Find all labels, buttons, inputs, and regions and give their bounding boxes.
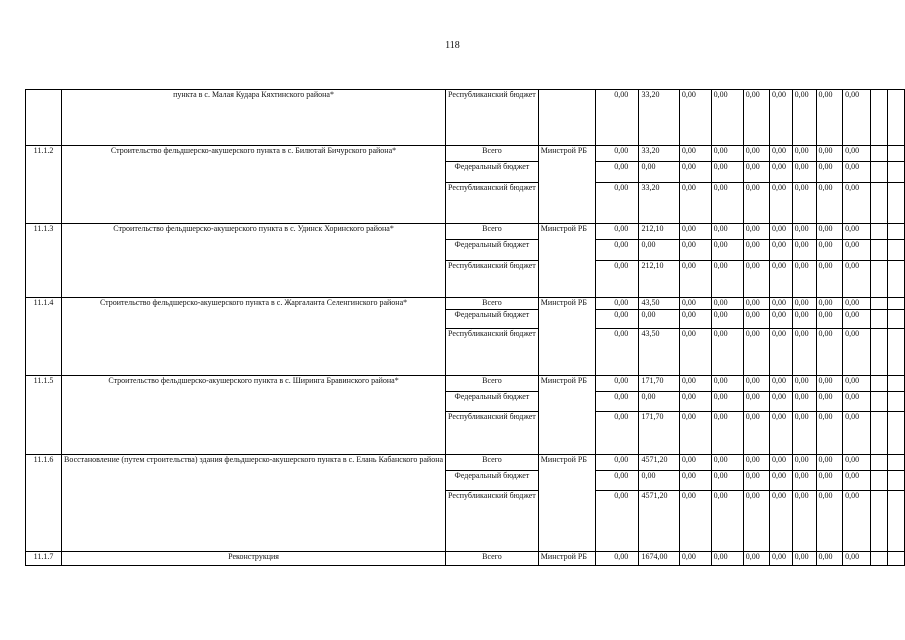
value-cell: 0,00 (843, 146, 871, 162)
value-cell (870, 376, 887, 392)
value-cell (887, 491, 904, 552)
value-cell (870, 412, 887, 455)
value-cell: 0,00 (679, 455, 711, 471)
item-number-cell (26, 90, 62, 146)
value-cell (887, 471, 904, 491)
value-cell: 0,00 (711, 329, 743, 376)
value-cell: 0,00 (770, 491, 793, 552)
value-cell: 0,00 (711, 471, 743, 491)
value-cell: 0,00 (711, 376, 743, 392)
value-cell: 0,00 (843, 491, 871, 552)
value-cell: 0,00 (843, 412, 871, 455)
value-cell: 0,00 (816, 412, 843, 455)
funding-source-cell: Всего (446, 298, 539, 310)
value-cell: 0,00 (679, 146, 711, 162)
value-cell: 0,00 (639, 162, 679, 183)
item-name-cell: Строительство фельдшерско-акушерского пункта в с. Удинск Хоринского района* (62, 224, 446, 298)
value-cell: 0,00 (843, 455, 871, 471)
table-row (26, 552, 905, 566)
value-cell: 0,00 (743, 329, 769, 376)
value-cell: 0,00 (770, 376, 793, 392)
value-cell: 0,00 (843, 240, 871, 261)
value-cell: 0,00 (596, 552, 639, 566)
value-cell: 0,00 (770, 261, 793, 298)
table-row (26, 224, 905, 240)
funding-source-cell: Федеральный бюджет (446, 310, 539, 329)
value-cell: 0,00 (792, 552, 816, 566)
value-cell: 0,00 (770, 412, 793, 455)
value-cell: 0,00 (596, 392, 639, 412)
value-cell: 0,00 (711, 183, 743, 224)
value-cell: 0,00 (843, 552, 871, 566)
value-cell (870, 183, 887, 224)
executor-cell: Минстрой РБ (538, 298, 595, 376)
value-cell: 0,00 (679, 392, 711, 412)
value-cell (887, 455, 904, 471)
value-cell: 212,10 (639, 261, 679, 298)
value-cell: 0,00 (596, 298, 639, 310)
value-cell: 0,00 (743, 455, 769, 471)
funding-source-cell: Федеральный бюджет (446, 162, 539, 183)
value-cell: 0,00 (711, 261, 743, 298)
value-cell: 0,00 (816, 298, 843, 310)
value-cell: 4571,20 (639, 491, 679, 552)
item-name-cell: Строительство фельдшерско-акушерского пункта в с. Билютай Бичурского района* (62, 146, 446, 224)
value-cell (887, 261, 904, 298)
item-number-cell: 11.1.5 (26, 376, 62, 455)
value-cell: 0,00 (816, 146, 843, 162)
value-cell: 4571,20 (639, 455, 679, 471)
value-cell: 0,00 (596, 376, 639, 392)
value-cell: 0,00 (816, 240, 843, 261)
value-cell (887, 183, 904, 224)
value-cell: 0,00 (596, 455, 639, 471)
value-cell: 0,00 (770, 90, 793, 146)
item-number-cell: 11.1.2 (26, 146, 62, 224)
value-cell: 0,00 (743, 392, 769, 412)
value-cell: 0,00 (743, 552, 769, 566)
value-cell (870, 224, 887, 240)
value-cell: 0,00 (792, 261, 816, 298)
value-cell: 0,00 (770, 455, 793, 471)
value-cell: 0,00 (816, 162, 843, 183)
table-row (26, 146, 905, 162)
value-cell: 0,00 (770, 183, 793, 224)
value-cell: 0,00 (743, 491, 769, 552)
funding-source-cell: Республиканский бюджет (446, 491, 539, 552)
value-cell: 0,00 (679, 412, 711, 455)
value-cell: 0,00 (843, 376, 871, 392)
value-cell (887, 298, 904, 310)
value-cell: 0,00 (711, 90, 743, 146)
value-cell: 0,00 (792, 183, 816, 224)
value-cell: 0,00 (639, 310, 679, 329)
value-cell: 0,00 (816, 376, 843, 392)
value-cell: 0,00 (596, 146, 639, 162)
value-cell: 0,00 (679, 471, 711, 491)
value-cell (887, 412, 904, 455)
value-cell: 0,00 (596, 329, 639, 376)
value-cell: 171,70 (639, 412, 679, 455)
value-cell: 0,00 (792, 392, 816, 412)
value-cell: 171,70 (639, 376, 679, 392)
executor-cell (538, 90, 595, 146)
value-cell: 212,10 (639, 224, 679, 240)
value-cell: 0,00 (770, 146, 793, 162)
value-cell: 0,00 (843, 261, 871, 298)
value-cell (887, 90, 904, 146)
value-cell: 0,00 (743, 261, 769, 298)
value-cell: 0,00 (843, 224, 871, 240)
value-cell: 0,00 (711, 412, 743, 455)
value-cell: 0,00 (711, 455, 743, 471)
value-cell: 0,00 (596, 240, 639, 261)
value-cell: 0,00 (816, 329, 843, 376)
value-cell (887, 310, 904, 329)
value-cell: 0,00 (816, 455, 843, 471)
value-cell: 0,00 (711, 162, 743, 183)
value-cell: 43,50 (639, 298, 679, 310)
table-body (26, 90, 905, 566)
value-cell: 0,00 (792, 146, 816, 162)
value-cell: 0,00 (743, 298, 769, 310)
value-cell: 0,00 (816, 471, 843, 491)
value-cell: 0,00 (792, 491, 816, 552)
value-cell: 0,00 (639, 471, 679, 491)
value-cell: 0,00 (770, 298, 793, 310)
funding-source-cell: Республиканский бюджет (446, 261, 539, 298)
executor-cell: Минстрой РБ (538, 376, 595, 455)
item-name-cell: пункта в с. Малая Кудара Кяхтинского района* (62, 90, 446, 146)
funding-source-cell: Федеральный бюджет (446, 392, 539, 412)
item-name-cell: Восстановление (путем строительства) здания фельдшерско-акушерского пункта в с. Елань Кабанского района (62, 455, 446, 552)
value-cell (870, 90, 887, 146)
value-cell (887, 146, 904, 162)
funding-source-cell: Федеральный бюджет (446, 471, 539, 491)
table-row (26, 455, 905, 471)
value-cell: 0,00 (816, 90, 843, 146)
executor-cell: Минстрой РБ (538, 146, 595, 224)
value-cell: 0,00 (711, 310, 743, 329)
value-cell (887, 240, 904, 261)
value-cell: 0,00 (711, 552, 743, 566)
value-cell: 0,00 (596, 310, 639, 329)
value-cell: 0,00 (816, 224, 843, 240)
value-cell: 0,00 (816, 552, 843, 566)
item-number-cell: 11.1.4 (26, 298, 62, 376)
value-cell: 0,00 (743, 162, 769, 183)
item-number-cell: 11.1.7 (26, 552, 62, 566)
value-cell: 0,00 (770, 471, 793, 491)
executor-cell: Минстрой РБ (538, 224, 595, 298)
value-cell (870, 310, 887, 329)
value-cell: 43,50 (639, 329, 679, 376)
value-cell: 0,00 (596, 162, 639, 183)
value-cell: 0,00 (711, 240, 743, 261)
value-cell: 0,00 (679, 162, 711, 183)
value-cell: 0,00 (816, 183, 843, 224)
value-cell (887, 162, 904, 183)
value-cell: 0,00 (770, 329, 793, 376)
value-cell: 0,00 (770, 310, 793, 329)
value-cell: 0,00 (596, 491, 639, 552)
value-cell: 0,00 (743, 310, 769, 329)
value-cell (870, 552, 887, 566)
table-row (26, 298, 905, 310)
value-cell: 0,00 (792, 224, 816, 240)
value-cell: 0,00 (679, 376, 711, 392)
value-cell (887, 329, 904, 376)
funding-source-cell: Республиканский бюджет (446, 329, 539, 376)
value-cell: 0,00 (843, 162, 871, 183)
value-cell: 0,00 (792, 298, 816, 310)
value-cell: 0,00 (792, 329, 816, 376)
value-cell: 0,00 (679, 183, 711, 224)
funding-source-cell: Всего (446, 376, 539, 392)
value-cell: 0,00 (816, 392, 843, 412)
value-cell: 0,00 (743, 240, 769, 261)
value-cell: 0,00 (679, 491, 711, 552)
executor-cell: Минстрой РБ (538, 552, 595, 566)
value-cell: 0,00 (792, 412, 816, 455)
value-cell: 0,00 (743, 224, 769, 240)
value-cell: 0,00 (816, 491, 843, 552)
value-cell (870, 298, 887, 310)
value-cell: 0,00 (679, 90, 711, 146)
value-cell: 0,00 (792, 240, 816, 261)
value-cell: 0,00 (843, 298, 871, 310)
value-cell: 0,00 (770, 392, 793, 412)
value-cell: 0,00 (743, 471, 769, 491)
value-cell (870, 471, 887, 491)
funding-source-cell: Всего (446, 224, 539, 240)
value-cell: 0,00 (816, 310, 843, 329)
value-cell: 0,00 (711, 224, 743, 240)
value-cell: 0,00 (679, 240, 711, 261)
item-name-cell: Реконструкция (62, 552, 446, 566)
value-cell: 0,00 (770, 162, 793, 183)
funding-source-cell: Всего (446, 552, 539, 566)
value-cell: 33,20 (639, 146, 679, 162)
value-cell: 0,00 (843, 183, 871, 224)
value-cell: 0,00 (711, 298, 743, 310)
value-cell: 0,00 (770, 224, 793, 240)
value-cell (887, 224, 904, 240)
value-cell (870, 261, 887, 298)
value-cell: 0,00 (679, 261, 711, 298)
value-cell: 0,00 (843, 392, 871, 412)
value-cell: 0,00 (711, 146, 743, 162)
funding-source-cell: Всего (446, 146, 539, 162)
value-cell: 0,00 (743, 376, 769, 392)
funding-source-cell: Федеральный бюджет (446, 240, 539, 261)
value-cell: 0,00 (639, 392, 679, 412)
value-cell: 0,00 (743, 412, 769, 455)
value-cell (870, 329, 887, 376)
value-cell: 33,20 (639, 90, 679, 146)
funding-source-cell: Республиканский бюджет (446, 412, 539, 455)
value-cell: 0,00 (743, 183, 769, 224)
value-cell: 0,00 (792, 162, 816, 183)
value-cell: 0,00 (596, 261, 639, 298)
value-cell: 0,00 (679, 310, 711, 329)
value-cell: 0,00 (679, 329, 711, 376)
budget-table (25, 89, 905, 566)
value-cell (870, 491, 887, 552)
value-cell: 0,00 (596, 183, 639, 224)
item-number-cell: 11.1.6 (26, 455, 62, 552)
funding-source-cell: Республиканский бюджет (446, 90, 539, 146)
value-cell: 0,00 (792, 471, 816, 491)
value-cell (870, 240, 887, 261)
page-number: 118 (445, 40, 460, 51)
value-cell: 0,00 (743, 90, 769, 146)
funding-source-cell: Республиканский бюджет (446, 183, 539, 224)
value-cell: 0,00 (639, 240, 679, 261)
value-cell: 0,00 (743, 146, 769, 162)
value-cell (870, 146, 887, 162)
item-name-cell: Строительство фельдшерско-акушерского пункта в с. Жаргаланта Селенгинского района* (62, 298, 446, 376)
value-cell: 33,20 (639, 183, 679, 224)
value-cell: 0,00 (711, 491, 743, 552)
value-cell (870, 162, 887, 183)
value-cell: 0,00 (679, 298, 711, 310)
value-cell: 0,00 (770, 240, 793, 261)
value-cell: 0,00 (816, 261, 843, 298)
value-cell (887, 392, 904, 412)
value-cell: 0,00 (679, 552, 711, 566)
value-cell: 0,00 (596, 90, 639, 146)
value-cell: 0,00 (843, 471, 871, 491)
value-cell: 0,00 (843, 90, 871, 146)
value-cell: 0,00 (843, 310, 871, 329)
value-cell: 0,00 (596, 224, 639, 240)
item-name-cell: Строительство фельдшерско-акушерского пункта в с. Ширинга Бравинского района* (62, 376, 446, 455)
value-cell: 0,00 (792, 310, 816, 329)
value-cell (870, 392, 887, 412)
value-cell: 0,00 (596, 471, 639, 491)
value-cell: 0,00 (792, 90, 816, 146)
value-cell: 1674,00 (639, 552, 679, 566)
executor-cell: Минстрой РБ (538, 455, 595, 552)
item-number-cell: 11.1.3 (26, 224, 62, 298)
value-cell (870, 455, 887, 471)
value-cell: 0,00 (711, 392, 743, 412)
value-cell: 0,00 (843, 329, 871, 376)
value-cell: 0,00 (679, 224, 711, 240)
value-cell: 0,00 (792, 455, 816, 471)
value-cell (887, 552, 904, 566)
value-cell: 0,00 (596, 412, 639, 455)
value-cell: 0,00 (770, 552, 793, 566)
value-cell: 0,00 (792, 376, 816, 392)
funding-source-cell: Всего (446, 455, 539, 471)
value-cell (887, 376, 904, 392)
table-row (26, 376, 905, 392)
table-row (26, 90, 905, 146)
